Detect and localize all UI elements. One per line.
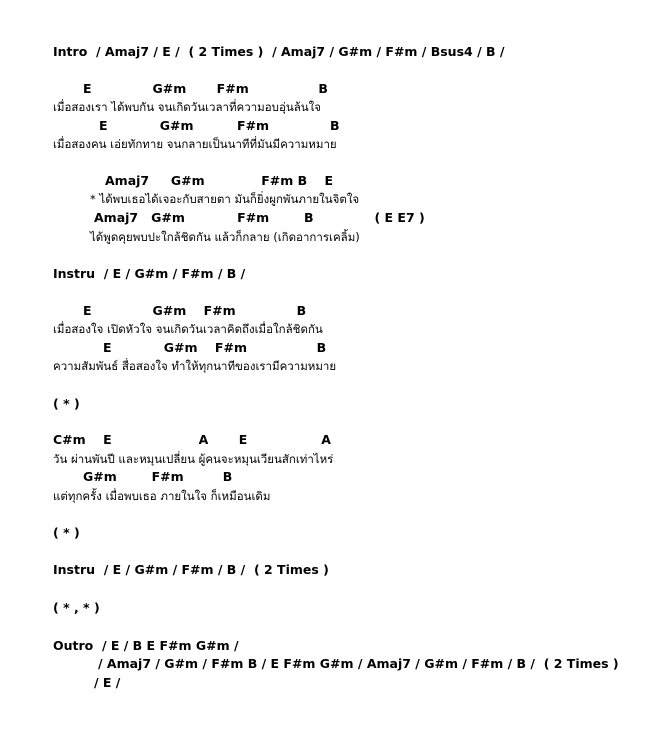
bridge-lyric-2: แต่ทุกครั้ง เมื่อพบเธอ ภายในใจ ก็เหมือนเดิม	[53, 489, 271, 503]
bridge-chords-2: G#m F#m B	[83, 469, 233, 484]
verse1-chords-1: E G#m F#m B	[83, 81, 328, 96]
outro-line-1: Outro / E / B E F#m G#m /	[53, 638, 239, 653]
repeat-marker-2: ( * )	[53, 525, 80, 540]
repeat-marker-1: ( * )	[53, 396, 80, 411]
verse1-chords-2: E G#m F#m B	[99, 118, 340, 133]
instru-line-2: Instru / E / G#m / F#m / B / ( 2 Times )	[53, 562, 329, 577]
chorus-chords-2: Amaj7 G#m F#m B ( E E7 )	[94, 210, 425, 225]
verse1-lyric-2: เมื่อสองคน เอ่ยทักทาย จนกลายเป็นนาทีที่มันมีความหมาย	[53, 137, 337, 151]
chorus-lyric-2: ได้พูดคุยพบปะใกล้ชิดกัน แล้วก็กลาย (เกิดอาการเคลิ้ม)	[90, 230, 360, 244]
verse2-lyric-1: เมื่อสองใจ เปิดหัวใจ จนเกิดวันเวลาคิดถึงเมื่อใกล้ชิดกัน	[53, 322, 323, 336]
repeat-marker-3: ( * , * )	[53, 600, 100, 615]
intro-line: Intro / Amaj7 / E / ( 2 Times ) / Amaj7 / G#m / F#m / Bsus4 / B /	[53, 44, 505, 59]
outro-line-3: / E /	[94, 675, 121, 690]
verse2-lyric-2: ความสัมพันธ์ สื่อสองใจ ทำให้ทุกนาทีของเรามีความหมาย	[53, 359, 337, 373]
chorus-chords-1: Amaj7 G#m F#m B E	[105, 173, 334, 188]
bridge-chords-1: C#m E A E A	[53, 432, 331, 447]
verse1-lyric-1: เมื่อสองเรา ได้พบกัน จนเกิดวันเวลาที่ความอบอุ่นล้นใจ	[53, 100, 321, 114]
bridge-lyric-1: วัน ผ่านพันปี และหมุนเปลี่ยน ผู้คนจะหมุนเวียนสักเท่าไหร่	[53, 452, 334, 466]
instru-line-1: Instru / E / G#m / F#m / B /	[53, 266, 246, 281]
chorus-lyric-1: * ได้พบเธอได้เจอะกับสายตา มันก็ยิ่งผูกพันภายในจิตใจ	[90, 192, 360, 206]
outro-line-2: / Amaj7 / G#m / F#m B / E F#m G#m / Amaj7 / G#m / F#m / B / ( 2 Times )	[98, 656, 619, 671]
verse2-chords-2: E G#m F#m B	[103, 340, 327, 355]
verse2-chords-1: E G#m F#m B	[83, 303, 307, 318]
